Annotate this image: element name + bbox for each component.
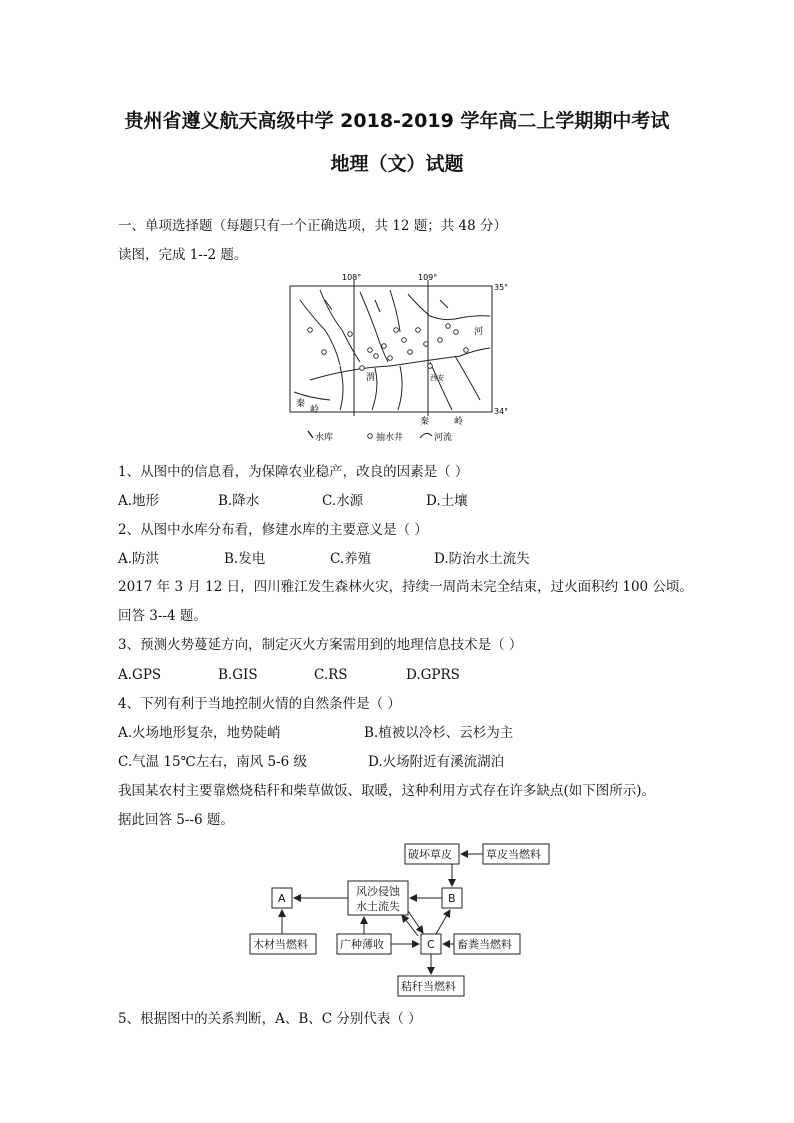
question-5: 5、根据图中的关系判断，A、B、C 分别代表（ ） (118, 1011, 422, 1027)
flow-diagram (240, 836, 570, 1000)
diagram-c: C (427, 938, 435, 951)
map-label-ling-right: 岭 (454, 417, 464, 427)
q2-option-d: D.防治水土流失 (434, 551, 530, 567)
river-legend-icon (420, 433, 432, 438)
map-label-he: 河 (474, 327, 484, 337)
q2-option-b: B.发电 (224, 551, 266, 567)
reservoir-legend-icon (308, 431, 313, 438)
map-label-ling-left: 岭 (310, 405, 320, 415)
q4-option-b: B.植被以冷杉、云杉为主 (364, 725, 514, 741)
map-label-xian: 西安 (430, 374, 444, 382)
diagram-pohuai: 破坏草皮 (408, 848, 452, 861)
diagram-caopi: 草皮当燃料 (486, 848, 541, 861)
q3-option-d: D.GPRS (406, 667, 460, 683)
diagram-jiegan: 秸秆当燃料 (401, 980, 456, 993)
map-lon-108: 108° (342, 273, 362, 282)
diagram-chufen: 畜粪当燃料 (457, 938, 512, 951)
question-4: 4、下列有利于当地控制火情的自然条件是（ ） (118, 696, 401, 712)
q4-option-d: D.火场附近有溪流湖泊 (368, 754, 505, 770)
map-lat-35: 35° (494, 283, 509, 292)
intro-q1-2: 读图，完成 1--2 题。 (118, 247, 248, 263)
q2-option-c: C.养殖 (330, 551, 372, 567)
well-legend-icon (368, 434, 373, 439)
legend-well: 抽水井 (376, 433, 404, 443)
q2-option-a: A.防洪 (118, 551, 160, 567)
q3-option-a: A.GPS (118, 667, 162, 683)
q1-option-c: C.水源 (322, 493, 364, 509)
q1-option-d: D.土壤 (426, 493, 468, 509)
map-figure (280, 270, 520, 450)
context-q5-6-line1: 我国某农村主要靠燃烧秸秆和柴草做饭、取暖，这种利用方式存在许多缺点(如下图所示)。 (118, 783, 656, 799)
diagram-fengsha1: 风沙侵蚀 (356, 885, 400, 898)
question-3: 3、预测火势蔓延方向，制定灭火方案需用到的地理信息技术是（ ） (118, 637, 523, 653)
map-lon-109: 109° (418, 273, 438, 282)
q3-option-b: B.GIS (218, 667, 258, 683)
diagram-a: A (278, 892, 286, 905)
context-q3-4-line1: 2017 年 3 月 12 日，四川雅江发生森林火灾，持续一周尚未完全结束，过火面积约 100 公顷。 (118, 579, 693, 595)
diagram-mucai: 木材当燃料 (253, 938, 308, 951)
map-label-qin-left: 秦 (296, 399, 306, 409)
diagram-guangzhong: 广种薄收 (340, 938, 384, 951)
context-q5-6-line2: 据此回答 5--6 题。 (118, 812, 234, 828)
context-q3-4-line2: 回答 3--4 题。 (118, 608, 207, 624)
legend-river: 河流 (434, 433, 453, 443)
q3-option-c: C.RS (314, 667, 348, 683)
legend-reservoir: 水库 (315, 433, 334, 443)
q1-option-b: B.降水 (218, 493, 260, 509)
map-label-qin-right: 秦 (420, 417, 430, 427)
question-1: 1、从图中的信息看，为保障农业稳产，改良的因素是（ ） (118, 464, 469, 480)
diagram-fengsha2: 水土流失 (356, 900, 400, 913)
title-line-1: 贵州省遵义航天高级中学 2018-2019 学年高二上学期期中考试 (124, 110, 670, 132)
q4-option-a: A.火场地形复杂，地势陡峭 (118, 725, 281, 741)
title-line-2: 地理（文）试题 (330, 153, 464, 175)
map-label-wei: 渭 (366, 373, 376, 383)
diagram-b: B (448, 892, 456, 905)
q4-option-c: C.气温 15℃左右，南风 5-6 级 (118, 754, 308, 770)
section-heading: 一、单项选择题（每题只有一个正确选项，共 12 题；共 48 分） (118, 218, 508, 234)
map-lat-34: 34° (494, 407, 509, 416)
q1-option-a: A.地形 (118, 493, 160, 509)
question-2: 2、从图中水库分布看，修建水库的主要意义是（ ） (118, 522, 428, 538)
